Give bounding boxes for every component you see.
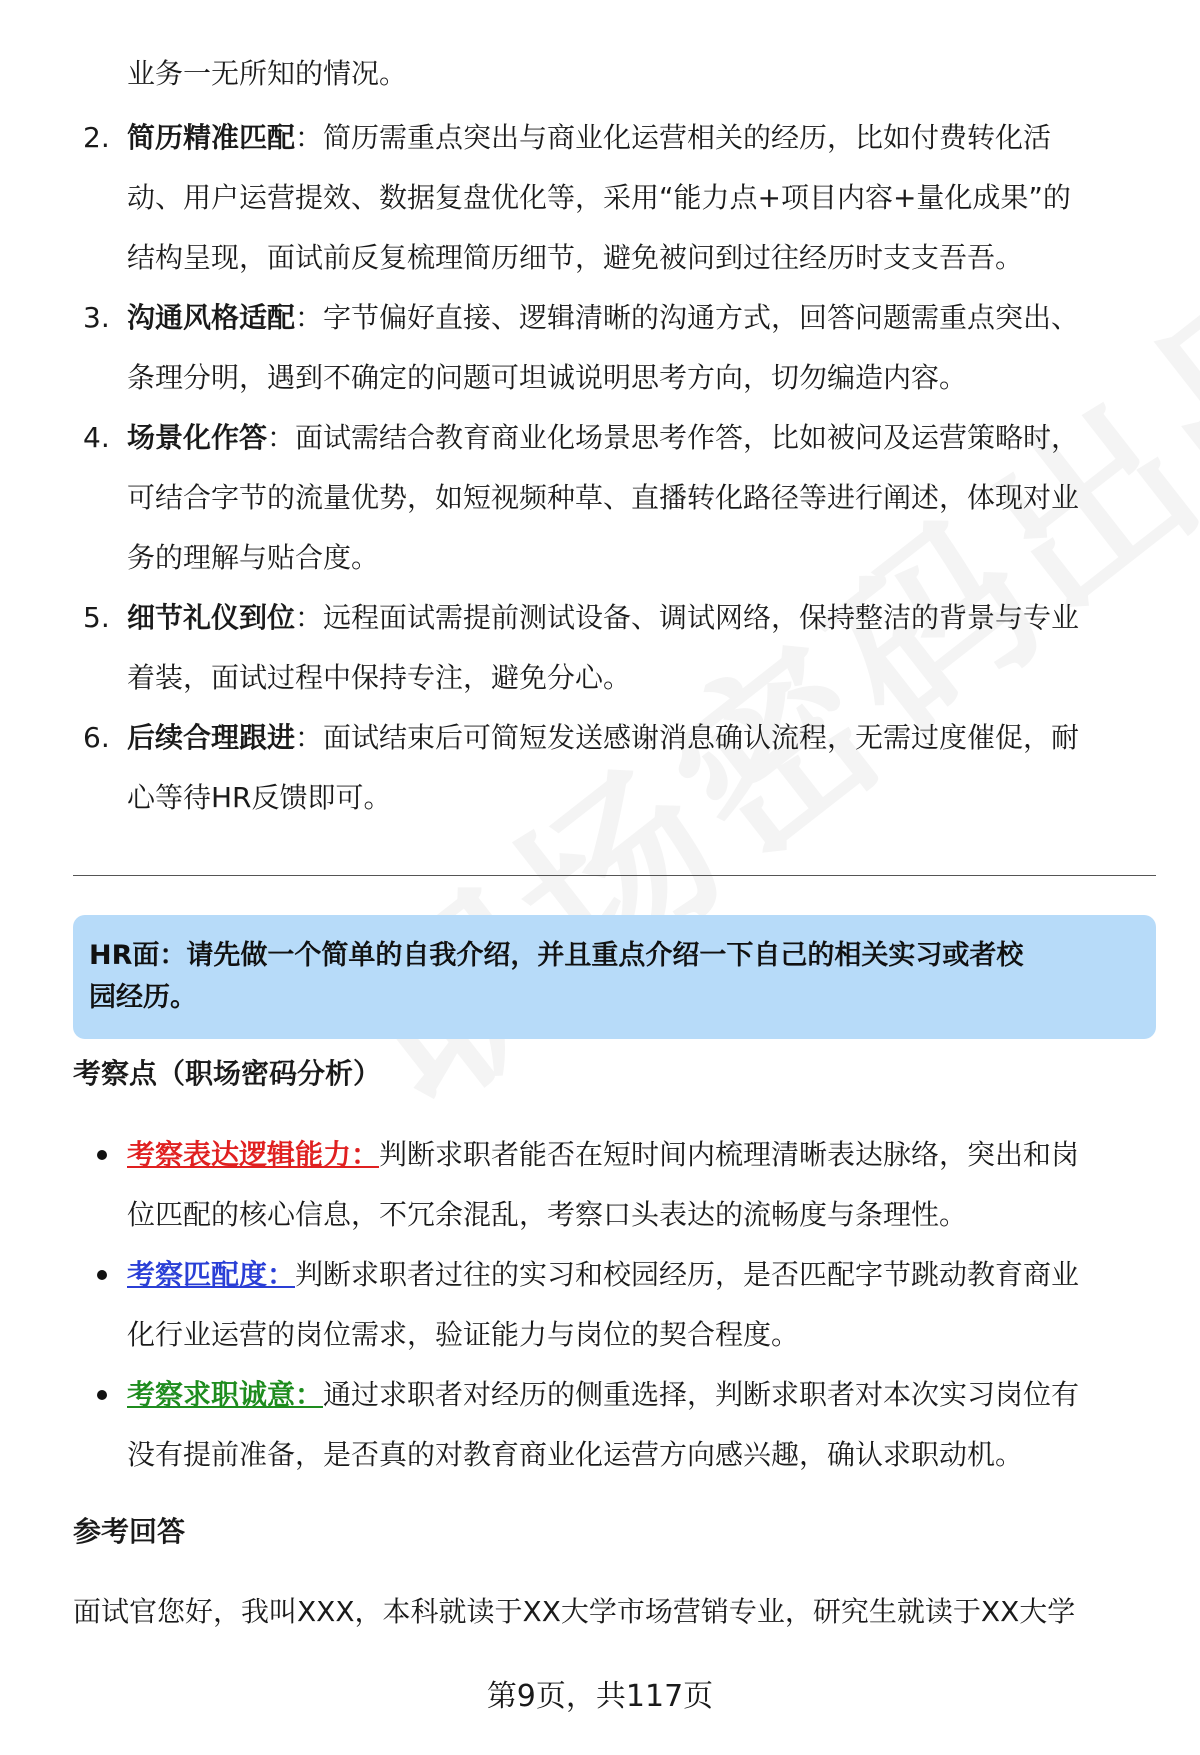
list-number-3: 3.: [83, 301, 110, 334]
list-item-5-line-1: 细节礼仪到位：远程面试需提前测试设备、调试网络，保持整洁的背景与专业: [127, 601, 1080, 634]
list-item-3-line-2: 条理分明，遇到不确定的问题可坦诚说明思考方向，切勿编造内容。: [127, 361, 968, 394]
list-item-6-line-2: 心等待HR反馈即可。: [127, 781, 392, 814]
assessment-term-logic: 考察表达逻辑能力：: [127, 1138, 380, 1171]
bullet-dot: [97, 1150, 107, 1160]
list-item-5-title: 细节礼仪到位: [127, 601, 296, 634]
bullet-dot: [97, 1270, 107, 1280]
list-item-2-line-1: 简历精准匹配：简历需重点突出与商业化运营相关的经历，比如付费转化活: [127, 121, 1052, 154]
assessment-item-3-line-2: 没有提前准备，是否真的对教育商业化运营方向感兴趣，确认求职动机。: [127, 1438, 1024, 1471]
list-number-5: 5.: [83, 601, 110, 634]
question-line-2: 园经历。: [89, 982, 197, 1013]
assessment-item-2-line-1: 考察匹配度：判断求职者过往的实习和校园经历，是否匹配字节跳动教育商业: [127, 1258, 1080, 1291]
list-item-4-line-3: 务的理解与贴合度。: [127, 541, 380, 574]
question-line-1: HR面：请先做一个简单的自我介绍，并且重点介绍一下自己的相关实习或者校: [89, 940, 1024, 971]
list-item-1-line-1: 业务一无所知的情况。: [127, 57, 408, 90]
list-item-4-line-1: 场景化作答：面试需结合教育商业化场景思考作答，比如被问及运营策略时，: [127, 421, 1080, 454]
list-item-3-title: 沟通风格适配: [127, 301, 296, 334]
reference-heading: 参考回答: [73, 1515, 186, 1548]
assessment-term-match: 考察匹配度：: [127, 1258, 296, 1291]
list-item-2-line-2: 动、用户运营提效、数据复盘优化等，采用“能力点+项目内容+量化成果”的: [127, 181, 1071, 214]
list-item-6-line-1: 后续合理跟进：面试结束后可简短发送感谢消息确认流程，无需过度催促，耐: [127, 721, 1080, 754]
list-number-4: 4.: [83, 421, 110, 454]
assessment-item-1-line-1: 考察表达逻辑能力：判断求职者能否在短时间内梳理清晰表达脉络，突出和岗: [127, 1138, 1080, 1171]
assessment-item-2-line-2: 化行业运营的岗位需求，验证能力与岗位的契合程度。: [127, 1318, 800, 1351]
list-item-4-line-2: 可结合字节的流量优势，如短视频种草、直播转化路径等进行阐述，体现对业: [127, 481, 1080, 514]
bullet-dot: [97, 1390, 107, 1400]
assessment-item-1-line-2: 位匹配的核心信息，不冗余混乱，考察口头表达的流畅度与条理性。: [127, 1198, 968, 1231]
assessment-heading: 考察点（职场密码分析）: [73, 1057, 382, 1090]
question-callout: [73, 915, 1156, 1039]
list-number-6: 6.: [83, 721, 110, 754]
list-item-2-line-3: 结构呈现，面试前反复梳理简历细节，避免被问到过往经历时支支吾吾。: [127, 241, 1024, 274]
page-number: 第9页，共117页: [486, 1679, 714, 1714]
reference-text: 面试官您好，我叫XXX，本科就读于XX大学市场营销专业，研究生就读于XX大学: [73, 1595, 1076, 1628]
assessment-item-3-line-1: 考察求职诚意：通过求职者对经历的侧重选择，判断求职者对本次实习岗位有: [127, 1378, 1080, 1411]
list-item-4-title: 场景化作答: [127, 421, 268, 454]
list-item-3-line-1: 沟通风格适配：字节偏好直接、逻辑清晰的沟通方式，回答问题需重点突出、: [127, 301, 1080, 334]
list-item-6-title: 后续合理跟进: [127, 721, 296, 754]
assessment-term-sincerity: 考察求职诚意：: [127, 1378, 324, 1411]
list-item-2-title: 简历精准匹配: [127, 121, 296, 154]
list-item-5-line-2: 着装，面试过程中保持专注，避免分心。: [127, 661, 632, 694]
list-number-2: 2.: [83, 121, 110, 154]
section-divider: [73, 875, 1156, 876]
